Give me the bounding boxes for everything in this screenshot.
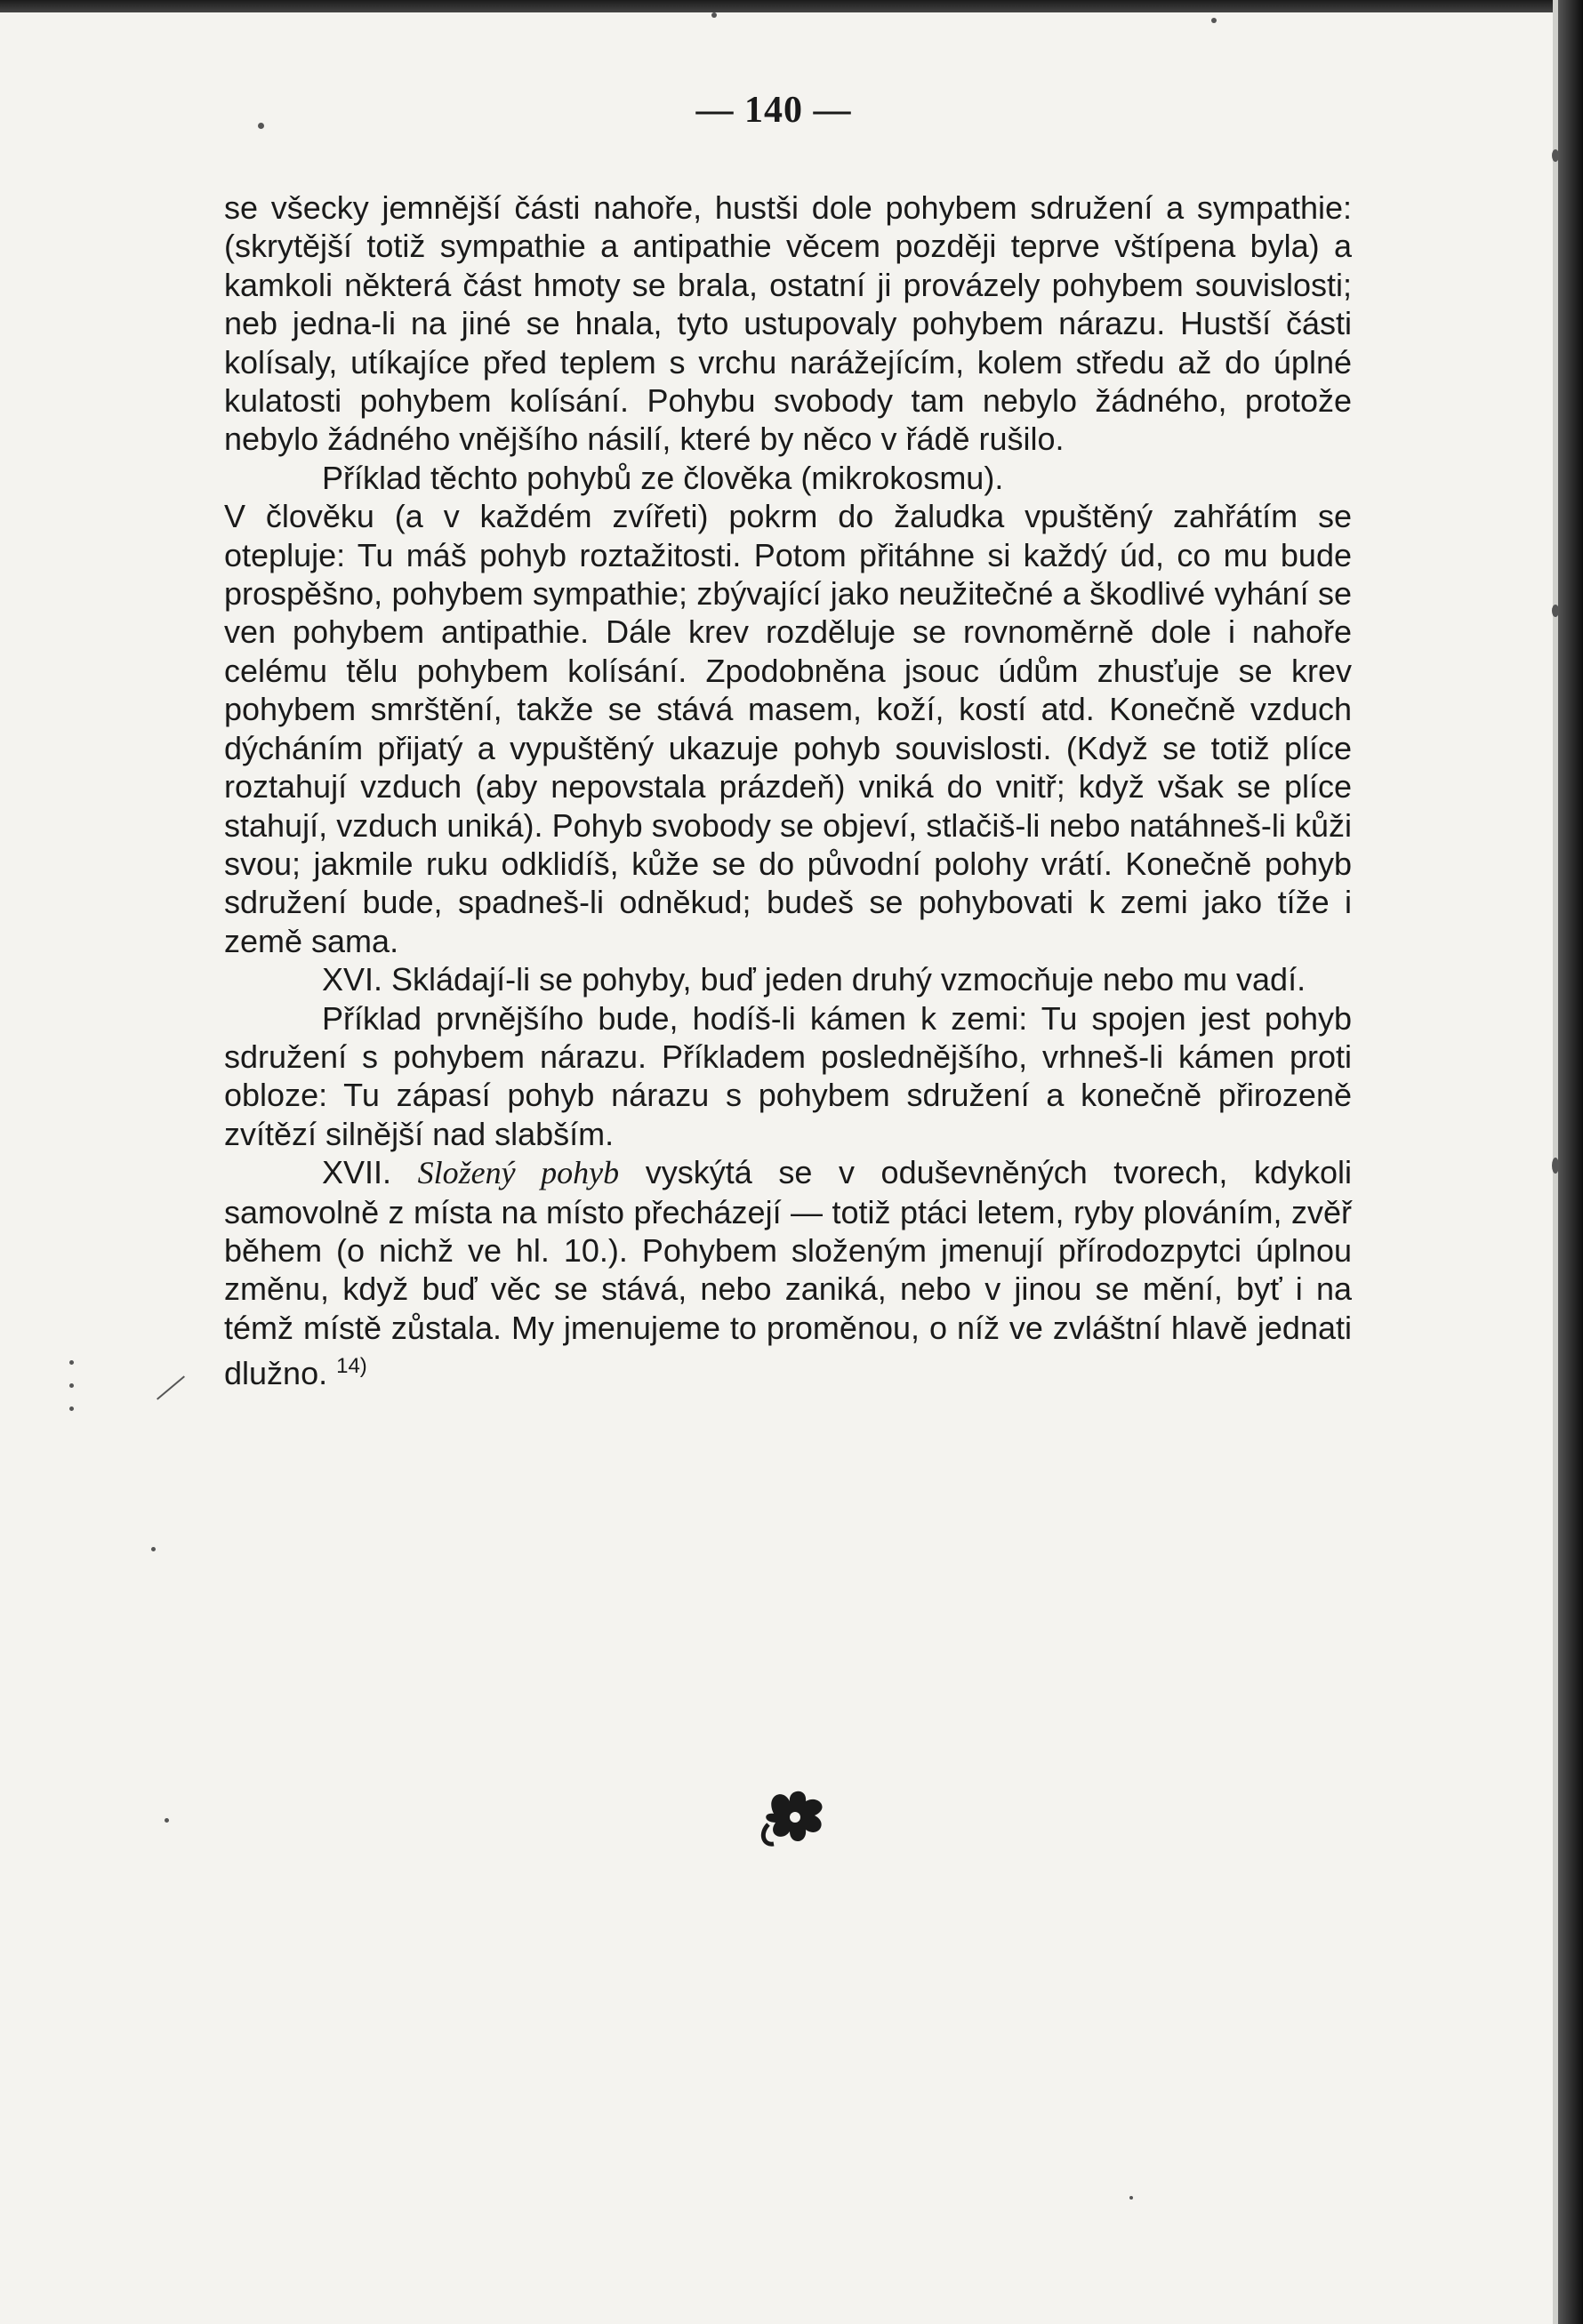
paragraph-6-text: vyskýtá se v oduševněných tvorech, kdykoli samovolně z místa na místo přecházejí — totiž ptáci letem, ryby plováním, zvěř během (o nichž ve hl. 10.). Pohybem složeným jmenují přírodozpytci úplnou změnu, když buď věc se stává, nebo zaniká, nebo v jinou se mění, byť i na témž místě zůstala. My jmenujeme to proměnou, o níž ve zvláštní hlavě jednati dlužno.: [224, 1154, 1352, 1392]
scan-speck: [1552, 1158, 1559, 1174]
scan-speck: [69, 1406, 74, 1411]
scan-speck: [69, 1383, 74, 1388]
paragraph-5: Příklad prvnějšího bude, hodíš-li kámen k zemi: Tu spojen jest pohyb sdružení s pohybem nárazu. Příkladem poslednějšího, vrhneš-li kámen proti obloze: Tu zápasí pohyb nárazu s pohybem sdružení a konečně přirozeně zvítězí silnější nad slabším.: [224, 999, 1352, 1152]
section-number: XVII.: [322, 1154, 392, 1191]
scan-speck: [1552, 149, 1559, 162]
scan-speck: [69, 1360, 74, 1365]
scan-speck: [151, 1547, 156, 1551]
paragraph-4: XVI. Skládají-li se pohyby, buď jeden druhý vzmocňuje nebo mu vadí.: [322, 961, 1306, 998]
scan-border-right: [1558, 0, 1583, 2324]
scan-speck: [711, 12, 717, 18]
paragraph-1: se všecky jemnější části nahoře, hustši dole pohybem sdružení a sympathie: (skrytější totiž sympathie a antipathie věcem později teprve vštípena byla) a kamkoli některá část hmoty se brala, ostatní ji provázely pohybem souvislosti; neb jedna-li na jiné se hnala, tyto ustupovaly pohybem nárazu. Hustší části kolísaly, utíkajíce před teplem s vrchu narážejícím, kolem středu až do úplné kulatosti pohybem kolísání. Pohybu svobody tam nebylo žádného, protože nebylo žádného vnějšího násilí, které by něco v řádě rušilo.: [224, 189, 1352, 458]
margin-pencil-mark: [157, 1375, 185, 1399]
paragraph-2: Příklad těchto pohybů ze člověka (mikrokosmu).: [322, 459, 1004, 496]
paragraph-3: V člověku (a v každém zvířeti) pokrm do žaludka vpuštěný zahřátím se otepluje: Tu máš pohyb roztažitosti. Potom přitáhne si každý úd, co mu bude prospěšno, pohybem sympathie; zbývající jako neužitečné a škodlivé vyhání se ven pohybem antipathie. Dále krev rozděluje se rovnoměrně dole i nahoře celému tělu pohybem kolísání. Zpodobněna jsouc údům zhusťuje se krev pohybem smrštění, takže se stává masem, koží, kostí atd. Konečně vzduch dýcháním přijatý a vypuštěný ukazuje pohyb souvislosti. (Když se totiž plíce roztahují vzduch (aby nepovstala prázdeň) vniká do vnitř; když však se plíce stahují, vzduch uniká). Pohyb svobody se objeví, stlačiš-li nebo natáhneš-li kůži svou; jakmile ruku odklidíš, kůže se do původní polohy vrátí. Konečně pohyb sdružení bude, spadneš-li odněkud; budeš se pohybovati k zemi jako tíže i země sama.: [224, 498, 1352, 959]
scan-speck: [1129, 2196, 1133, 2200]
page-number: — 140 —: [695, 90, 852, 131]
floral-ornament-icon: [756, 1778, 836, 1849]
italic-term: Složený pohyb: [417, 1155, 620, 1191]
body-text: [224, 188, 1352, 1393]
scan-speck: [165, 1818, 169, 1823]
scan-border-top: [0, 0, 1583, 12]
scan-speck: [1211, 18, 1217, 23]
footnote-reference: 14): [336, 1354, 367, 1379]
paragraph-6: [224, 1153, 1352, 1392]
scan-speck: [1552, 605, 1559, 617]
scan-speck: [258, 123, 264, 129]
